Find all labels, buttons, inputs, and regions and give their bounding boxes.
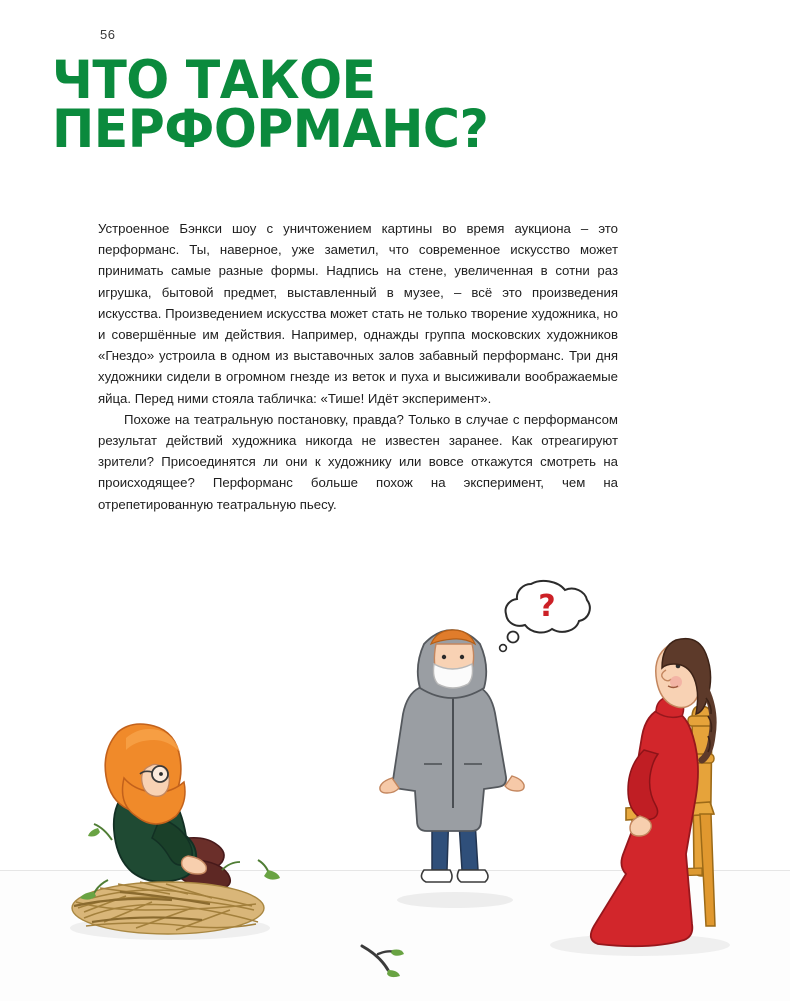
page-title-line-2: ПЕРФОРМАНС?: [52, 99, 489, 161]
artist-in-nest: [72, 724, 280, 934]
page-number: 56: [100, 27, 116, 42]
paragraph-2: Похоже на театральную постановку, правда? Только в случае с перформансом результат действий художника никогда не известен заранее. Как отреагируют зрители? Присоединятся ли они к художнику или вовсе откажутся смотреть на происходящее? Перформанс больше похож на эксперимент, чем на отрепетированную театральную пьесу.: [98, 411, 618, 512]
visitor-shoe-right: [457, 870, 488, 882]
shadow-visitor: [397, 892, 513, 908]
twig-leaf-2: [387, 970, 400, 977]
thought-bubble-dot-small: [500, 645, 507, 652]
page-title: [52, 50, 790, 161]
visitor-eye-right: [460, 655, 464, 659]
twig-leaf-1: [391, 950, 404, 956]
thought-bubble-dot-large: [508, 632, 519, 643]
loose-twig: [362, 946, 404, 977]
stick-nest: [72, 882, 264, 934]
hooded-visitor: [380, 630, 524, 882]
sprig-4: [222, 862, 240, 870]
visitor-eye-left: [442, 655, 446, 659]
twig-stem: [362, 946, 388, 970]
artist-eye: [159, 772, 163, 776]
page-title-line-1: ЧТО ТАКОЕ: [52, 50, 376, 111]
paragraph-1: Устроенное Бэнкси шоу с уничтожением картины во время аукциона – это перформанс. Ты, наверное, уже заметил, что современное искусство может принимать самые разные формы. Надпись на стене, увеличенная в сотни раз игрушка, бытовой предмет, выставленный в музее, – всё это произведения искусства. Произведением искусства может стать не только творение художника, но и совершённые им действия. Например, однажды группа московских художников «Гнездо» устроила в одном из выставочных залов забавный перформанс. Три дня художники сидели в огромном гнезде из веток и пуха и высиживали воображаемые яйца. Перед ними стояла табличка: «Тише! Идёт эксперимент».: [98, 221, 618, 406]
woman-cheek-blush: [670, 676, 682, 688]
visitor-hand-right: [505, 776, 524, 791]
seated-woman: [591, 639, 715, 947]
body-text: [98, 218, 618, 515]
sprig-1-leaf: [88, 828, 100, 837]
thought-bubble: [500, 581, 590, 652]
visitor-shoe-left: [421, 870, 452, 882]
illustration-artwork: [0, 540, 790, 1000]
thought-bubble-question-mark: ?: [538, 589, 556, 624]
illustration: [0, 540, 790, 1000]
visitor-jacket: [393, 687, 506, 831]
sprig-3-leaf: [264, 870, 280, 880]
